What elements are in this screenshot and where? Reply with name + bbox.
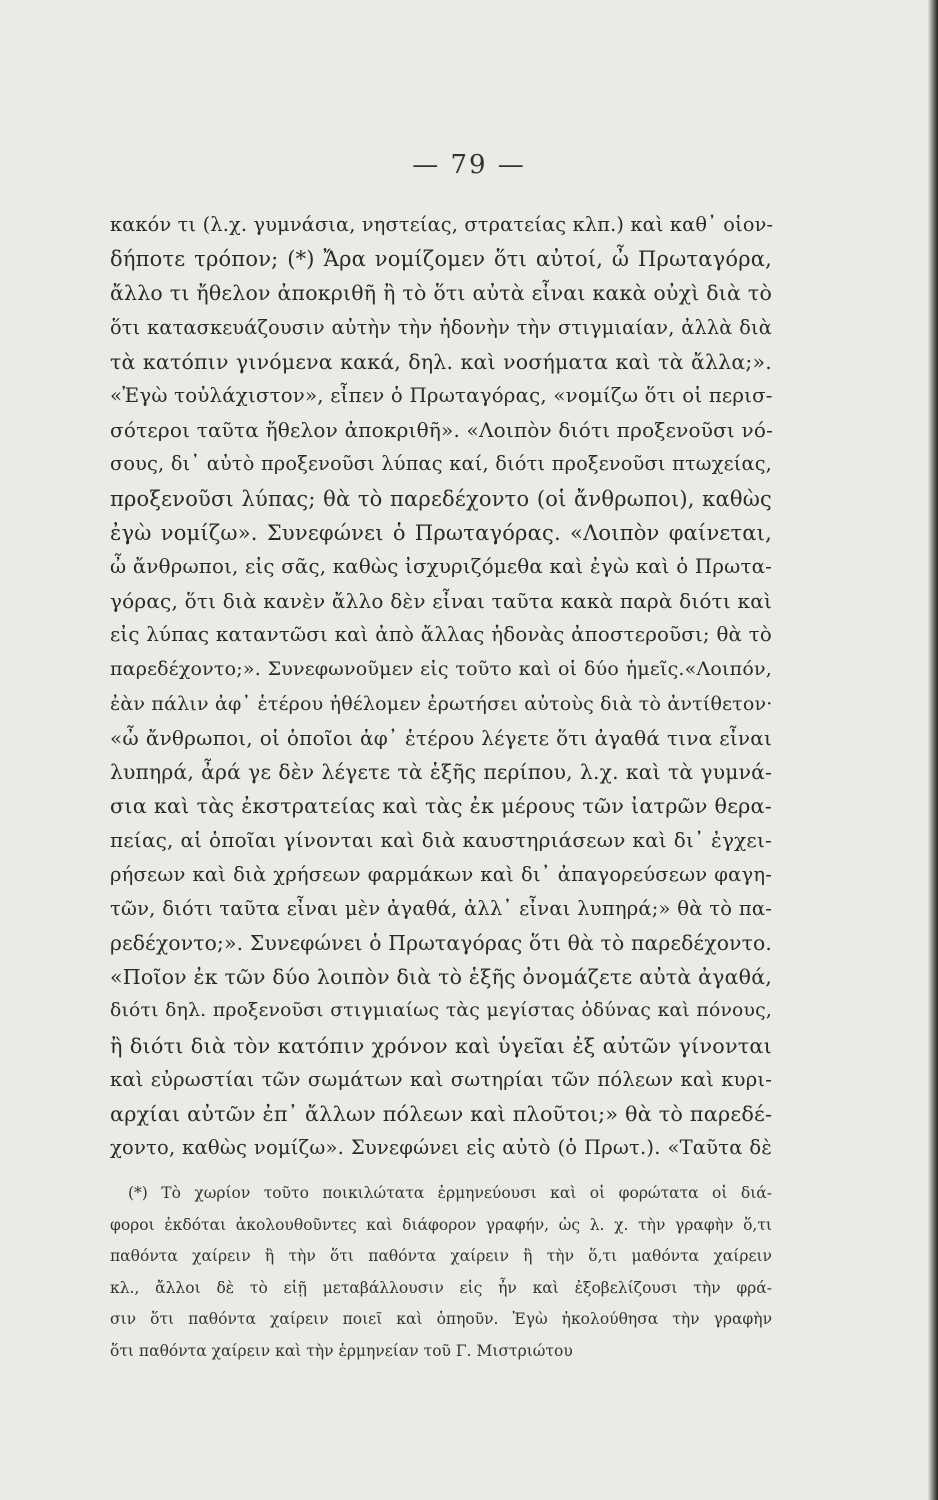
text-line: προξενοῦσι λύπας; θὰ τὸ παρεδέχοντο (οἱ ἄνθρωποι), καθὼς [110,486,772,511]
page-edge-shadow [928,0,938,1500]
text-line: παρεδέχοντο;». Συνεφωνοῦμεν εἰς τοῦτο καὶ οἱ δύο ἡμεῖς.«Λοιπόν, [110,658,772,681]
footnote-line: (*) Τὸ χωρίον τοῦτο ποικιλώτατα ἑρμηνεύουσι καὶ οἱ φορώτατα οἱ διά- [128,1184,772,1202]
footnote-line: παθόντα χαίρειν ἢ τὴν ὅτι παθόντα χαίρειν ἢ τὴν ὅ,τι μαθόντα χαίρειν [110,1247,772,1265]
footnote-line: κλ., ἄλλοι δὲ τὸ εἰῇ μεταβάλλουσιν εἰς ἦν καὶ ἐξοβελίζουσι τὴν φρά- [110,1278,772,1297]
text-line: τῶν, διότι ταῦτα εἶναι μὲν ἀγαθά, ἀλλ᾽ εἶναι λυπηρά;» θὰ τὸ πα- [110,896,772,920]
text-line: σους, δι᾽ αὐτὸ προξενοῦσι λύπας καί, διότι προξενοῦσι πτωχείας, [110,452,772,476]
text-line: ἐὰν πάλιν ἀφ᾽ ἑτέρου ἠθέλομεν ἐρωτήσει αὐτοὺς διὰ τὸ ἀντίθετον· [110,692,773,715]
text-line: λυπηρά, ἆρά γε δὲν λέγετε τὰ ἑξῆς περίπου, λ.χ. καὶ τὰ γυμνά- [110,760,772,784]
text-line: καὶ εὐρωστίαι τῶν σωμάτων καὶ σωτηρίαι τῶν πόλεων καὶ κυρι- [110,1067,772,1091]
text-line: «Ποῖον ἐκ τῶν δύο λοιπὸν διὰ τὸ ἑξῆς ὀνομάζετε αὐτὰ ἀγαθά, [110,965,772,990]
footnote-line: σιν ὅτι παθόντα χαίρειν ποιεῖ καὶ ὁπηοῦν. Ἐγὼ ἠκολούθησα τὴν γραφὴν [110,1310,772,1328]
text-line: πείας, αἱ ὁποῖαι γίνονται καὶ διὰ καυστηριάσεων καὶ δι᾽ ἐγχει- [110,828,772,853]
text-line: σότεροι ταῦτα ἤθελον ἀποκριθῆ». «Λοιπὸν διότι προξενοῦσι νό- [110,418,774,443]
text-line: «Ἐγὼ τοὐλάχιστον», εἶπεν ὁ Πρωταγόρας, «νομίζω ὅτι οἱ περισ- [110,383,773,407]
footnote-line: φοροι ἐκδόται ἀκολουθοῦντες καὶ διάφορον γραφήν, ὡς λ. χ. τὴν γραφὴν ὅ,τι [110,1215,772,1234]
text-line: γόρας, ὅτι διὰ κανὲν ἄλλο δὲν εἶναι ταῦτα κακὰ παρὰ διότι καὶ [110,589,772,614]
text-line: ἐγὼ νομίζω». Συνεφώνει ὁ Πρωταγόρας. «Λοιπὸν φαίνεται, [110,520,772,545]
text-line: ρεδέχοντο;». Συνεφώνει ὁ Πρωταγόρας ὅτι θὰ τὸ παρεδέχοντο. [110,930,773,955]
page-number: — 79 — [412,150,526,180]
text-line: αρχίαι αὐτῶν ἐπ᾽ ἄλλων πόλεων καὶ πλοῦτοι;» θὰ τὸ παρεδέ- [110,1101,773,1126]
main-text [110,208,772,1165]
text-line: τὰ κατόπιν γινόμενα κακά, δηλ. καὶ νοσήματα καὶ τὰ ἄλλα;». [110,349,772,374]
text-line: σια καὶ τὰς ἐκστρατείας καὶ τὰς ἐκ μέρους τῶν ἰατρῶν θερα- [110,794,772,819]
text-line: «ὦ ἄνθρωποι, οἱ ὁποῖοι ἀφ᾽ ἑτέρου λέγετε ὅτι ἀγαθά τινα εἶναι [110,725,772,750]
text-line: δήποτε τρόπον; (*) Ἄρα νομίζομεν ὅτι αὐτοί, ὦ Πρωταγόρα, [110,247,772,272]
text-line: ὅτι κατασκευάζουσιν αὐτὴν τὴν ἡδονὴν τὴν στιγμιαίαν, ἀλλὰ διὰ [110,315,772,339]
text-line: κακόν τι (λ.χ. γυμνάσια, νηστείας, στρατείας κλπ.) καὶ καθ᾽ οἱον- [110,213,774,236]
text-line: ἢ διότι διὰ τὸν κατόπιν χρόνον καὶ ὑγεῖαι ἐξ αὐτῶν γίνονται [110,1033,772,1058]
text-line: ἄλλο τι ἤθελον ἀποκριθῆ ἢ τὸ ὅτι αὐτὰ εἶναι κακὰ οὐχὶ διὰ τὸ [110,281,772,306]
text-line: εἰς λύπας καταντῶσι καὶ ἀπὸ ἄλλας ἡδονὰς ἀποστεροῦσι; θὰ τὸ [110,623,772,647]
text-line: ρήσεων καὶ διὰ χρήσεων φαρμάκων καὶ δι᾽ ἀπαγορεύσεων φαγη- [110,862,772,886]
footnotes [110,1178,772,1367]
text-line: διότι δηλ. προξενοῦσι στιγμιαίως τὰς μεγίστας ὀδύνας καὶ πόνους, [110,1000,772,1022]
text-line: ὦ ἄνθρωποι, εἰς σᾶς, καθὼς ἰσχυριζόμεθα καὶ ἐγὼ καὶ ὁ Πρωτα- [110,554,772,578]
text-line: χοντο, καθὼς νομίζω». Συνεφώνει εἰς αὐτὸ (ὁ Πρωτ.). «Ταῦτα δὲ [110,1136,772,1160]
footnote-line: ὅτι παθόντα χαίρειν καὶ τὴν ἑρμηνείαν τοῦ Γ. Μιστριώτου [110,1341,573,1360]
